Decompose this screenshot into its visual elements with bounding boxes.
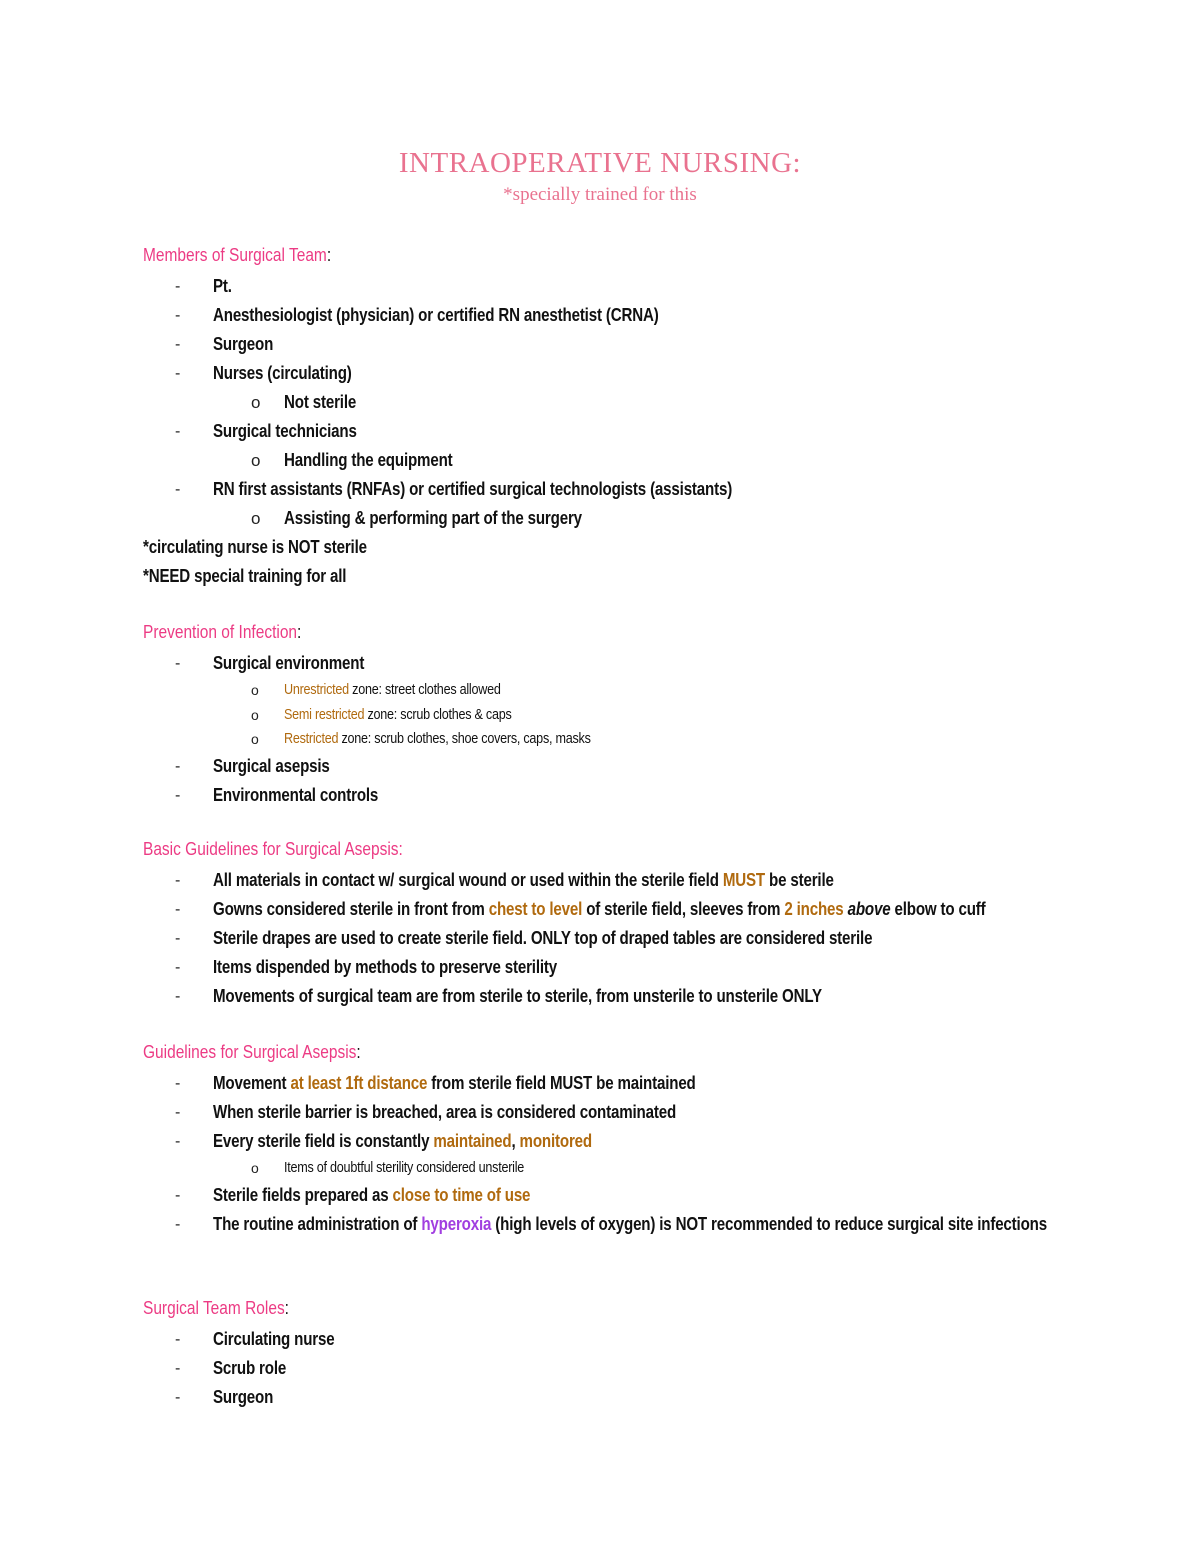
list-item: - The routine administration of hyperoxia (high levels of oxygen) is NOT recommended to reduce surgical site infections [175,1213,1047,1234]
list-item: - Environmental controls [175,784,379,805]
sub-list-item: o Items of doubtful sterility considered unsterile [251,1159,525,1176]
list-item: - When sterile barrier is breached, area is considered contaminated [175,1102,677,1122]
list-item: - Scrub role [175,1358,287,1378]
list-item: - Every sterile field is constantly maintained, monitored [175,1131,592,1151]
list-item: - Movement at least 1ft distance from sterile field MUST be maintained [175,1073,696,1093]
list-item: - Surgical technicians [175,421,357,441]
section-guidelines [143,1040,1143,1239]
zone-item: o Semi restricted zone: scrub clothes & caps [251,705,512,723]
list-item: - Pt. [175,276,232,296]
roles-heading: Surgical Team Roles: [143,1298,289,1318]
note: *circulating nurse is NOT sterile [143,537,367,557]
list-item: - Anesthesiologist (physician) or certified RN anesthetist (CRNA) [175,305,659,325]
list-item: - Nurses (circulating) [175,363,352,383]
basic-guidelines-heading: Basic Guidelines for Surgical Asepsis: [143,839,403,859]
section-prevention [143,620,1143,810]
zone-item: o Restricted zone: scrub clothes, shoe covers, caps, masks [251,730,591,747]
list-item: - Surgical asepsis [175,755,330,776]
section-members [143,243,1143,591]
list-item: - Movements of surgical team are from sterile to sterile, from unsterile to unsterile ONLY [175,986,822,1006]
guidelines-heading: Guidelines for Surgical Asepsis: [143,1042,361,1062]
prevention-heading: Prevention of Infection: [143,622,302,642]
list-item: - Surgeon [175,1387,274,1407]
list-item: - Items dispended by methods to preserve sterility [175,957,558,977]
sub-list-item: o Handling the equipment [251,450,453,470]
list-item: - RN first assistants (RNFAs) or certified surgical technologists (assistants) [175,479,733,499]
list-item: - All materials in contact w/ surgical wound or used within the sterile field MUST be sterile [175,870,834,890]
section-basic-guidelines [143,837,1143,1011]
sub-list-item: o Not sterile [251,392,357,412]
section-roles [143,1296,1143,1412]
list-item: - Sterile drapes are used to create sterile field. ONLY top of draped tables are considered sterile [175,928,873,948]
list-item: - Gowns considered sterile in front from chest to level of sterile field, sleeves from 2 inches above elbow to cuff [175,899,986,919]
zone-item: o Unrestricted zone: street clothes allowed [251,681,501,698]
document-subtitle: *specially trained for this [503,184,697,205]
document-title: INTRAOPERATIVE NURSING: [398,147,802,179]
list-item: - Surgical environment [175,653,365,673]
list-item: - Surgeon [175,334,274,354]
title-block [0,146,1200,207]
sub-list-item: o Assisting & performing part of the surgery [251,508,582,528]
note: *NEED special training for all [143,566,347,586]
members-heading: Members of Surgical Team: [143,245,332,265]
list-item: - Circulating nurse [175,1329,335,1349]
list-item: - Sterile fields prepared as close to time of use [175,1184,531,1205]
